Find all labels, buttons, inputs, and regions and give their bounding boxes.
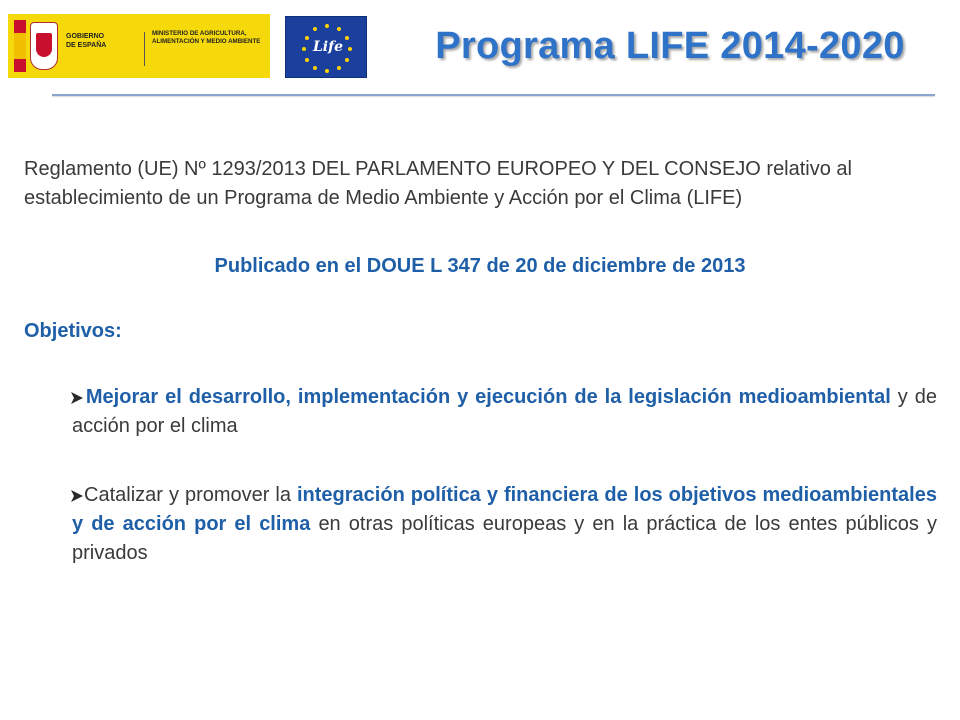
ministry-text: MINISTERIO DE AGRICULTURA, ALIMENTACIÓN Y MEDIO AMBIENTE bbox=[152, 30, 261, 45]
regulation-intro: Reglamento (UE) Nº 1293/2013 DEL PARLAMENTO EUROPEO Y DEL CONSEJO relativo al establecimiento de un Programa de Medio Ambiente y Acción por el Clima (LIFE) bbox=[24, 158, 852, 209]
coat-of-arms-icon bbox=[30, 22, 58, 70]
objectives-heading: Objetivos: bbox=[24, 320, 122, 342]
publication-note: Publicado en el DOUE L 347 de 20 de diciembre de 2013 bbox=[214, 255, 746, 277]
title-divider bbox=[52, 94, 935, 96]
objective-2-rest: en otras políticas europeas y en la práctica de los entes públicos y privados bbox=[72, 513, 938, 564]
objective-bullet-2 bbox=[72, 481, 937, 568]
life-logo-word: Life bbox=[312, 39, 344, 55]
spain-flag-stripe bbox=[14, 33, 26, 59]
arrow-bullet-icon bbox=[70, 489, 84, 503]
gobierno-line2: DE ESPAÑA bbox=[66, 42, 107, 49]
objective-2-bold: integración política y financiera de los objetivos medioambientales y de acción por el clima bbox=[72, 484, 937, 535]
eu-life-logo bbox=[285, 16, 367, 78]
objective-1-rest: y de acción por el clima bbox=[72, 386, 937, 437]
arrow-bullet-icon bbox=[70, 391, 84, 405]
page-title: Programa LIFE 2014-2020 bbox=[435, 25, 905, 67]
gobierno-logo bbox=[8, 14, 270, 78]
gobierno-text bbox=[66, 32, 145, 66]
gobierno-line1: GOBIERNO bbox=[66, 33, 105, 40]
objective-2-pre: Catalizar y promover la bbox=[84, 484, 297, 506]
objective-1-bold: Mejorar el desarrollo, implementación y ejecución de la legislación medioambiental bbox=[85, 386, 891, 408]
objective-bullet-1 bbox=[72, 383, 937, 441]
